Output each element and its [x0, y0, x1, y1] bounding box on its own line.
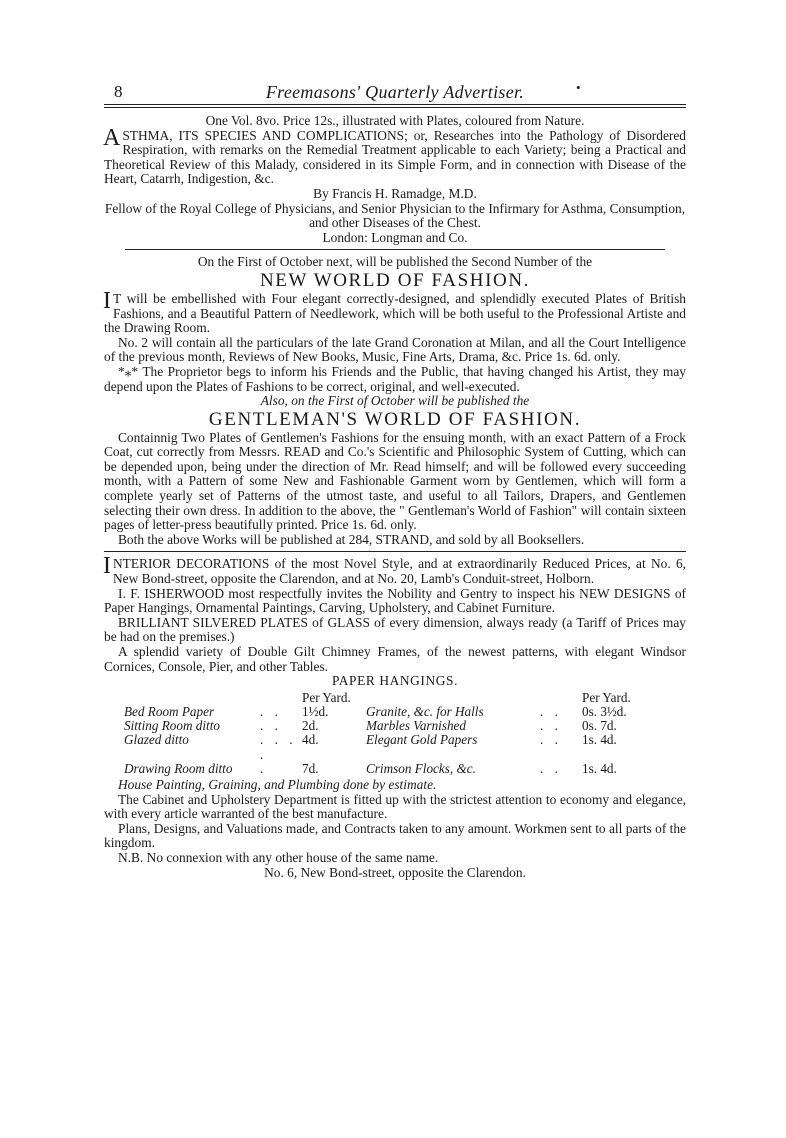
running-title: Freemasons' Quarterly Advertiser.: [265, 82, 525, 102]
table-cell: 1s. 4d.: [582, 732, 617, 748]
fashion-advertisement: [104, 255, 686, 547]
table-header-row: [122, 691, 644, 705]
asthma-credentials: Fellow of the Royal College of Physicians, and Senior Physician to the Infirmary for Asthma, Consumption, and other Diseases of the Chest.: [104, 200, 686, 231]
asthma-body-text: STHMA, ITS SPECIES AND COMPLICATIONS; or, Researches into the Pathology of Disordered Respiration, with remarks on the Remedial Treatment applicable to each Variety; being a Practical and Theoretical Review of this Malady, considered in its Simple Form, and in connection with Disease of the Heart, Catarrh, Indigestion, &c.: [104, 127, 686, 187]
table-cell: . .: [540, 703, 562, 719]
table-cell: Granite, &c. for Halls: [366, 703, 484, 719]
table-row: [122, 733, 644, 761]
table-row: [122, 719, 644, 733]
table-cell: . .: [540, 718, 562, 734]
table-cell: . . . .: [260, 732, 297, 762]
interior-para-3: BRILLIANT SILVERED PLATES of GLASS of every dimension, always ready (a Tariff of Prices may be had on the premises.): [104, 614, 686, 645]
fashion-also: Also, on the First of October will be published the: [260, 393, 530, 409]
header-mark: •: [576, 80, 581, 95]
interior-address: No. 6, New Bond-street, opposite the Clarendon.: [264, 864, 526, 880]
interior-para-4: A splendid variety of Double Gilt Chimney Frames, of the newest patterns, with elegant Windsor Cornices, Console, Pier, and other Tables.: [104, 644, 686, 674]
fashion-title-2: GENTLEMAN'S WORLD OF FASHION.: [208, 408, 582, 430]
column-header: Per Yard.: [582, 689, 631, 705]
column-header: Per Yard.: [302, 689, 351, 705]
table-cell: Glazed ditto: [124, 732, 189, 748]
table-row: [122, 762, 644, 776]
table-cell: Sitting Room ditto: [124, 718, 220, 734]
fashion-para-5: Both the above Works will be published at 284, STRAND, and sold by all Booksellers.: [118, 531, 585, 547]
table-cell: Elegant Gold Papers: [366, 732, 478, 748]
paper-hangings-table: [122, 691, 644, 776]
fashion-title: NEW WORLD OF FASHION.: [259, 269, 531, 291]
table-cell: . .: [540, 732, 562, 748]
table-cell: . .: [260, 703, 282, 719]
asthma-advertisement: [104, 114, 686, 245]
table-cell: 7d.: [302, 760, 319, 776]
header-rule: [104, 104, 686, 108]
section-rule: [125, 249, 665, 250]
table-row: [122, 705, 644, 719]
interior-para-2: I. F. ISHERWOOD most respectfully invites the Nobility and Gentry to inspect his NEW DESIGNS of Paper Hangings, Ornamental Paintings, Carving, Upholstery, and Cabinet Furniture.: [104, 585, 686, 616]
table-cell: Drawing Room ditto: [124, 760, 233, 776]
table-cell: 0s. 3½d.: [582, 703, 627, 719]
drop-cap: I: [103, 553, 111, 580]
fashion-para-3: *⁎* The Proprietor begs to inform his Friends and the Public, that having changed his Artist, they may depend upon the Plates of Fashions to be correct, original, and well-executed.: [104, 363, 686, 394]
interior-advertisement: [103, 553, 686, 880]
interior-para-6: The Cabinet and Upholstery Department is fitted up with the strictest attention to economy and elegance, with every article warranted of the best manufacture.: [104, 791, 686, 822]
table-cell: Marbles Varnished: [366, 718, 466, 734]
table-cell: 0s. 7d.: [582, 718, 617, 734]
interior-para-5: House Painting, Graining, and Plumbing done by estimate.: [118, 777, 437, 792]
table-cell: .: [260, 760, 268, 776]
table-cell: 4d.: [302, 732, 319, 748]
table-cell: . .: [540, 760, 562, 776]
interior-para-1-text: NTERIOR DECORATIONS of the most Novel Style, and at extraordinarily Reduced Prices, at No. 6, New Bond-street, opposite the Clarendon, and at No. 20, Lamb's Conduit-street, Holborn.: [113, 556, 686, 587]
table-cell: 1s. 4d.: [582, 760, 617, 776]
table-cell: 2d.: [302, 718, 319, 734]
asthma-intro: One Vol. 8vo. Price 12s., illustrated with Plates, coloured from Nature.: [205, 113, 585, 128]
drop-cap: A: [103, 124, 121, 151]
interior-para-1: [103, 553, 686, 587]
section-rule: [104, 551, 686, 552]
page-number: 8: [114, 82, 123, 101]
asthma-author: By Francis H. Ramadge, M.D.: [313, 185, 477, 201]
drop-cap: I: [103, 287, 111, 314]
table-cell: Crimson Flocks, &c.: [366, 760, 476, 776]
fashion-para-1: [103, 287, 686, 336]
table-cell: 1½d.: [302, 703, 329, 719]
fashion-intro: On the First of October next, will be published the Second Number of the: [197, 254, 593, 270]
page: [104, 78, 686, 880]
page-header: [104, 78, 686, 104]
fashion-para-2: No. 2 will contain all the particulars of the late Grand Coronation at Milan, and all the Court Intelligence of the previous month, Reviews of New Books, Music, Fine Arts, Drama, &c. Price 1s. 6d. only.: [104, 334, 686, 365]
table-cell: . .: [260, 718, 282, 734]
interior-para-7: Plans, Designs, and Valuations made, and Contracts taken to any amount. Workmen sent to all parts of the kingdom.: [104, 820, 686, 851]
paper-hangings-title: PAPER HANGINGS.: [331, 673, 459, 689]
fashion-para-1-text: T will be embellished with Four elegant correctly-designed, and splendidly executed Plates of British Fashions, and a Beautiful Pattern of Needlework, which will be both useful to the Professional Artiste and the Drawing Room.: [104, 290, 686, 336]
asthma-body: [103, 124, 686, 187]
asthma-publisher: London: Longman and Co.: [322, 229, 468, 245]
fashion-para-4: Containnig Two Plates of Gentlemen's Fashions for the ensuing month, with an exact Pattern of a Frock Coat, cut correctly from Messrs. READ and Co.'s Scientific and Philosophic System of Cutting, which can be depended upon, being under the direction of Mr. Read himself; and will be followed every succeeding month, with a Pattern of some New and Fashionable Garment worn by Gentlemen, which will form a complete yearly set of Patterns of the utmost taste, and useful to all Tailors, Drapers, and Gentlemen selecting their own dress. In addition to the above, the " Gentleman's World of Fashion" will contain sixteen pages of letter-press beautifully printed. Price 1s. 6d. only.: [104, 429, 686, 533]
interior-para-8: N.B. No connexion with any other house of the same name.: [118, 849, 439, 865]
table-cell: Bed Room Paper: [124, 703, 215, 719]
